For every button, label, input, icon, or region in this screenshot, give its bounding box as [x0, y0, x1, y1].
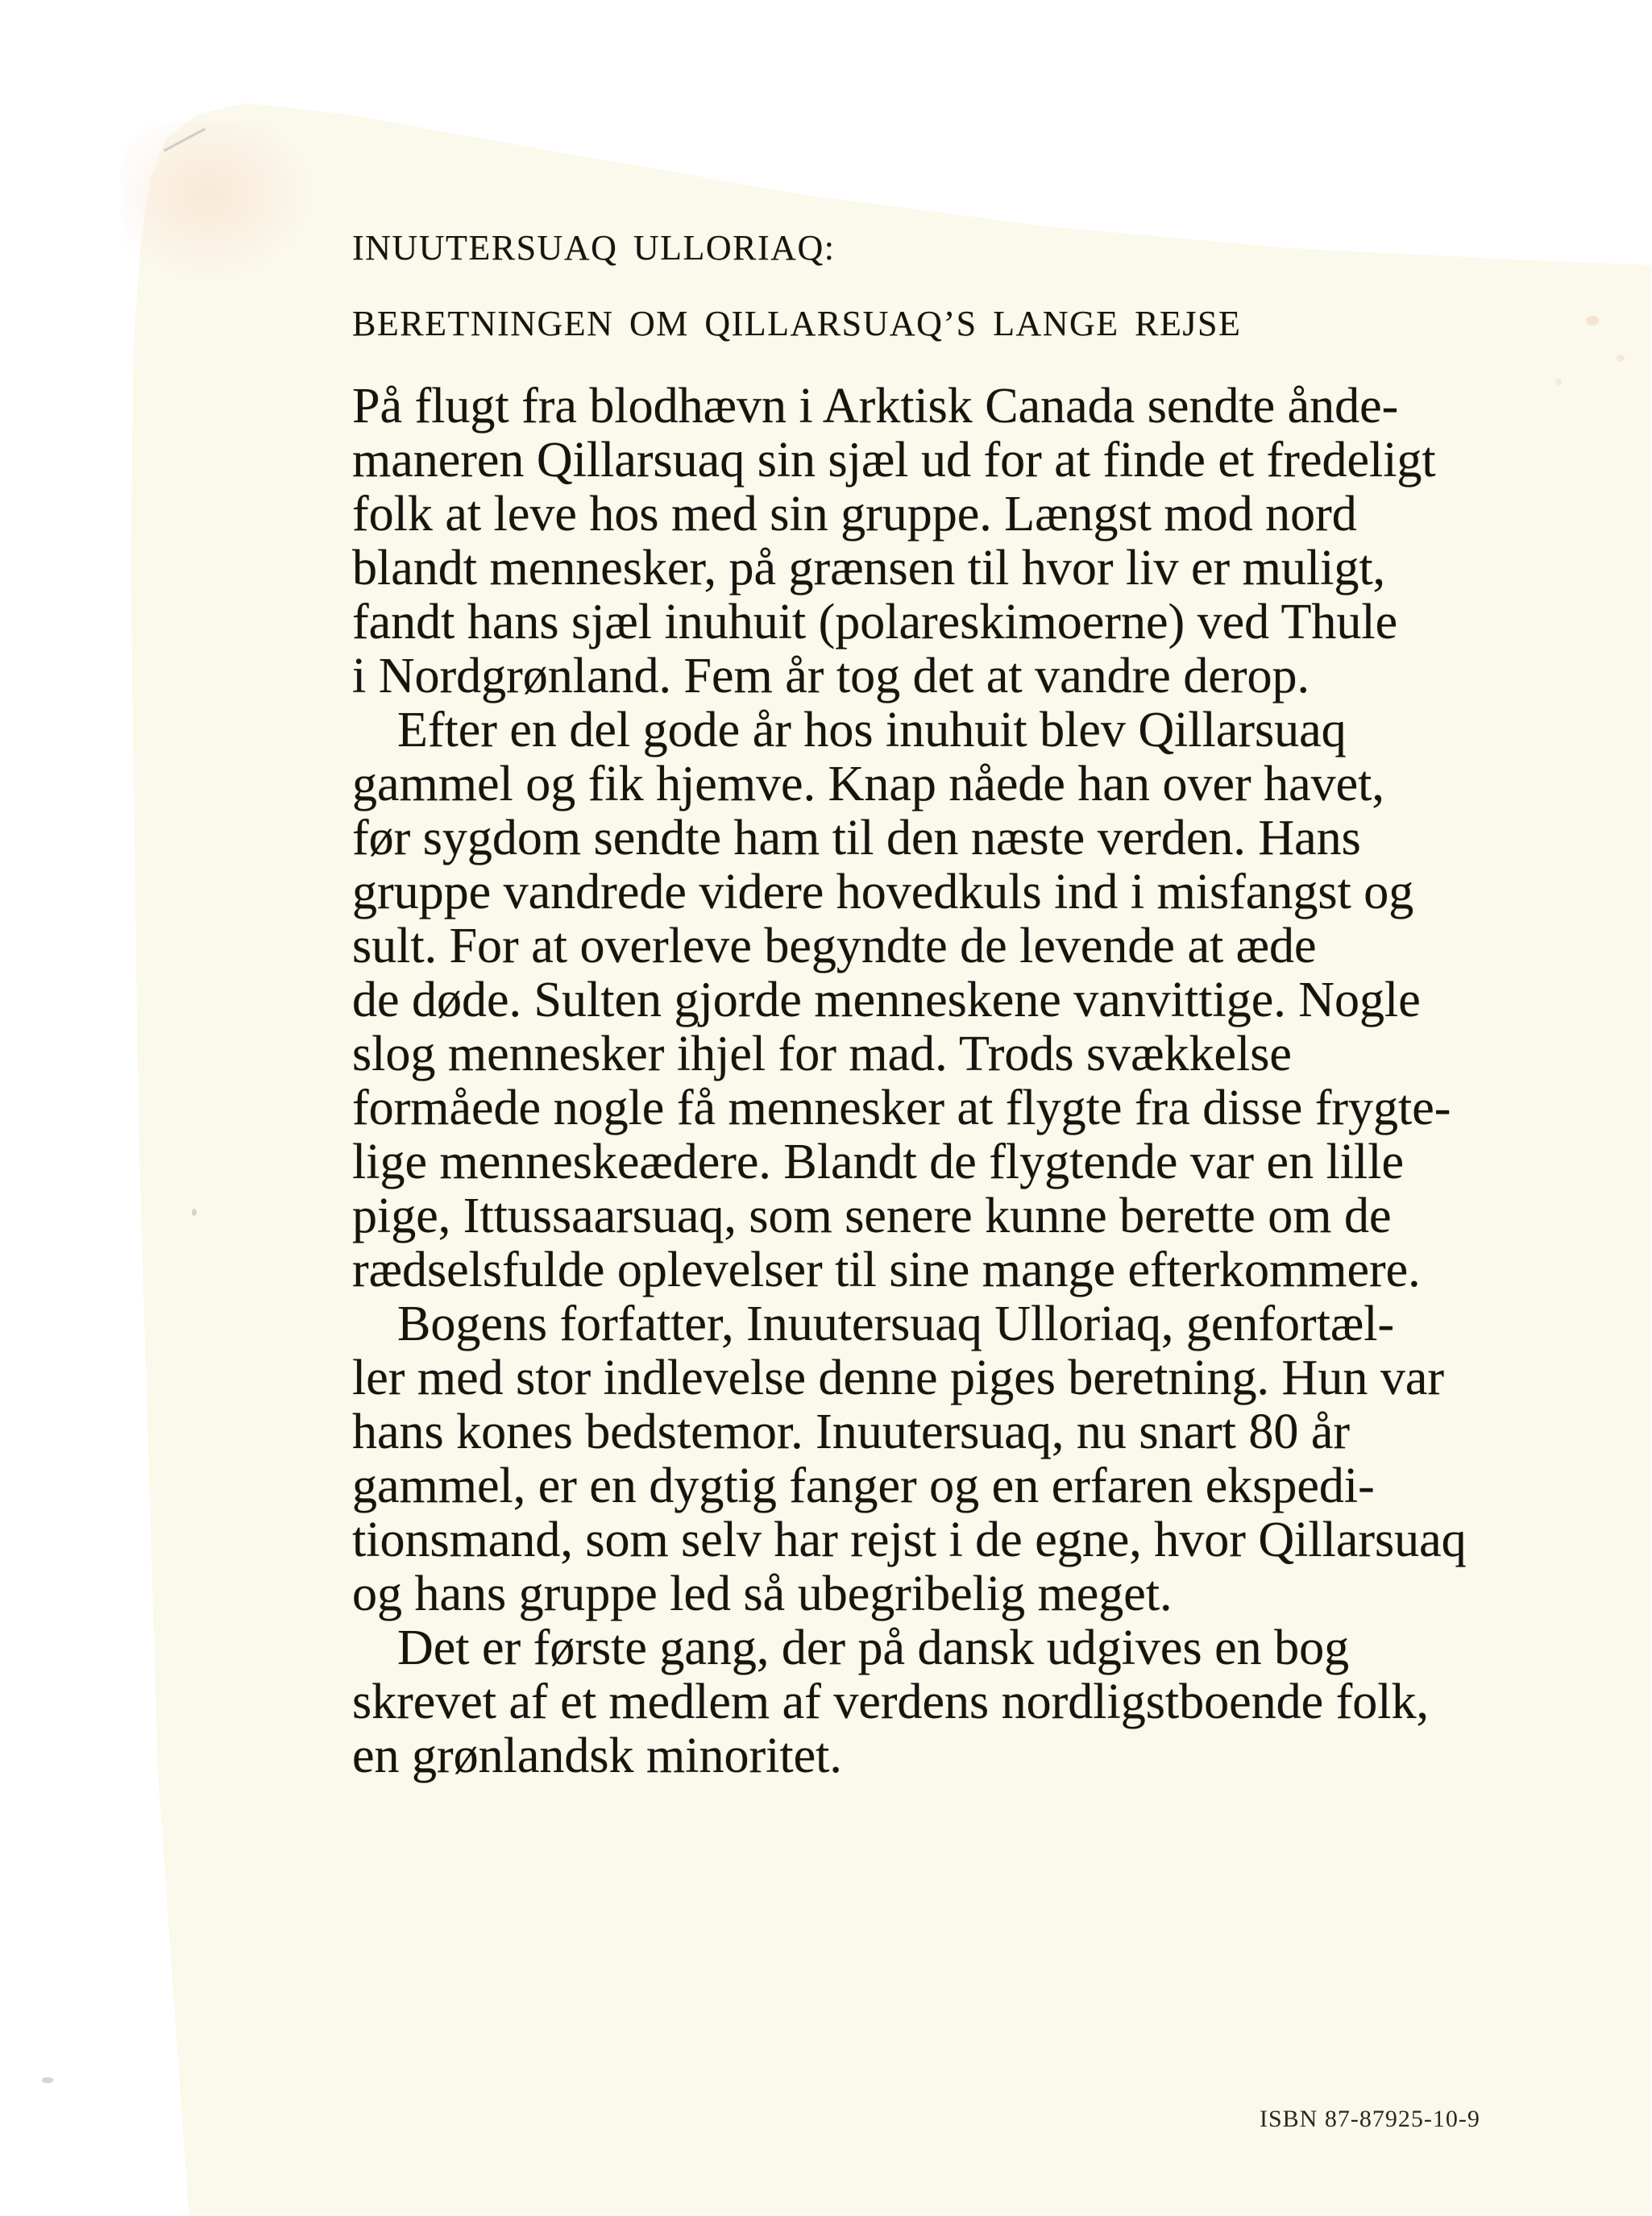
body-line: På flugt fra blodhævn i Arktisk Canada sendte ånde-	[352, 379, 1399, 434]
body-line: de døde. Sulten gjorde menneskene vanvittige. Nogle	[352, 973, 1421, 1027]
body-line: pige, Ittussaarsuaq, som senere kunne berette om de	[352, 1189, 1392, 1243]
body-line: ler med stor indlevelse denne piges beretning. Hun var	[352, 1351, 1444, 1405]
body-line: og hans gruppe led så ubegribelig meget.	[352, 1567, 1173, 1621]
book-title-line: BERETNINGEN OM QILLARSUAQ’S LANGE REJSE	[352, 304, 1242, 343]
body-line: rædselsfulde oplevelser til sine mange efterkommere.	[352, 1243, 1421, 1297]
body-line: gruppe vandrede videre hovedkuls ind i misfangst og	[352, 865, 1414, 919]
body-line: gammel og fik hjemve. Knap nåede han over havet,	[352, 757, 1384, 811]
body-line: lige menneskeædere. Blandt de flygtende var en lille	[352, 1135, 1404, 1189]
body-line: maneren Qillarsuaq sin sjæl ud for at finde et fredeligt	[352, 433, 1436, 488]
body-line: sult. For at overleve begyndte de levende at æde	[352, 919, 1317, 973]
body-line: Efter en del gode år hos inuhuit blev Qillarsuaq	[397, 703, 1347, 757]
body-line: Bogens forfatter, Inuutersuaq Ulloriaq, genfortæl-	[397, 1297, 1395, 1351]
body-line: formåede nogle få mennesker at flygte fra disse frygte-	[352, 1081, 1451, 1135]
body-line: folk at leve hos med sin gruppe. Længst mod nord	[352, 487, 1357, 542]
body-line: Det er første gang, der på dansk udgives en bog	[397, 1621, 1350, 1675]
body-line: gammel, er en dygtig fanger og en erfaren ekspedi-	[352, 1459, 1375, 1513]
paper-speckle	[1617, 355, 1625, 362]
body-line: hans kones bedstemor. Inuutersuaq, nu snart 80 år	[352, 1405, 1351, 1459]
paper-speckle	[1586, 316, 1599, 326]
body-text	[352, 380, 1625, 1783]
body-line: en grønlandsk minoritet.	[352, 1728, 842, 1783]
body-line: tionsmand, som selv har rejst i de egne, hvor Qillarsuaq	[352, 1513, 1467, 1567]
body-line: før sygdom sendte ham til den næste verden. Hans	[352, 811, 1361, 865]
body-line: slog mennesker ihjel for mad. Trods svækkelse	[352, 1027, 1292, 1081]
body-line: fandt hans sjæl inuhuit (polareskimoerne) ved Thule	[352, 595, 1398, 649]
isbn-number: ISBN 87-87925-10-9	[1260, 2106, 1480, 2132]
body-line: i Nordgrønland. Fem år tog det at vandre derop.	[352, 649, 1310, 703]
author-line: INUUTERSUAQ ULLORIAQ:	[352, 228, 836, 268]
scan-smudge	[42, 2077, 53, 2083]
body-line: blandt mennesker, på grænsen til hvor liv er muligt,	[352, 541, 1386, 595]
body-line: skrevet af et medlem af verdens nordligstboende folk,	[352, 1674, 1429, 1729]
scan-smudge	[192, 1209, 197, 1216]
